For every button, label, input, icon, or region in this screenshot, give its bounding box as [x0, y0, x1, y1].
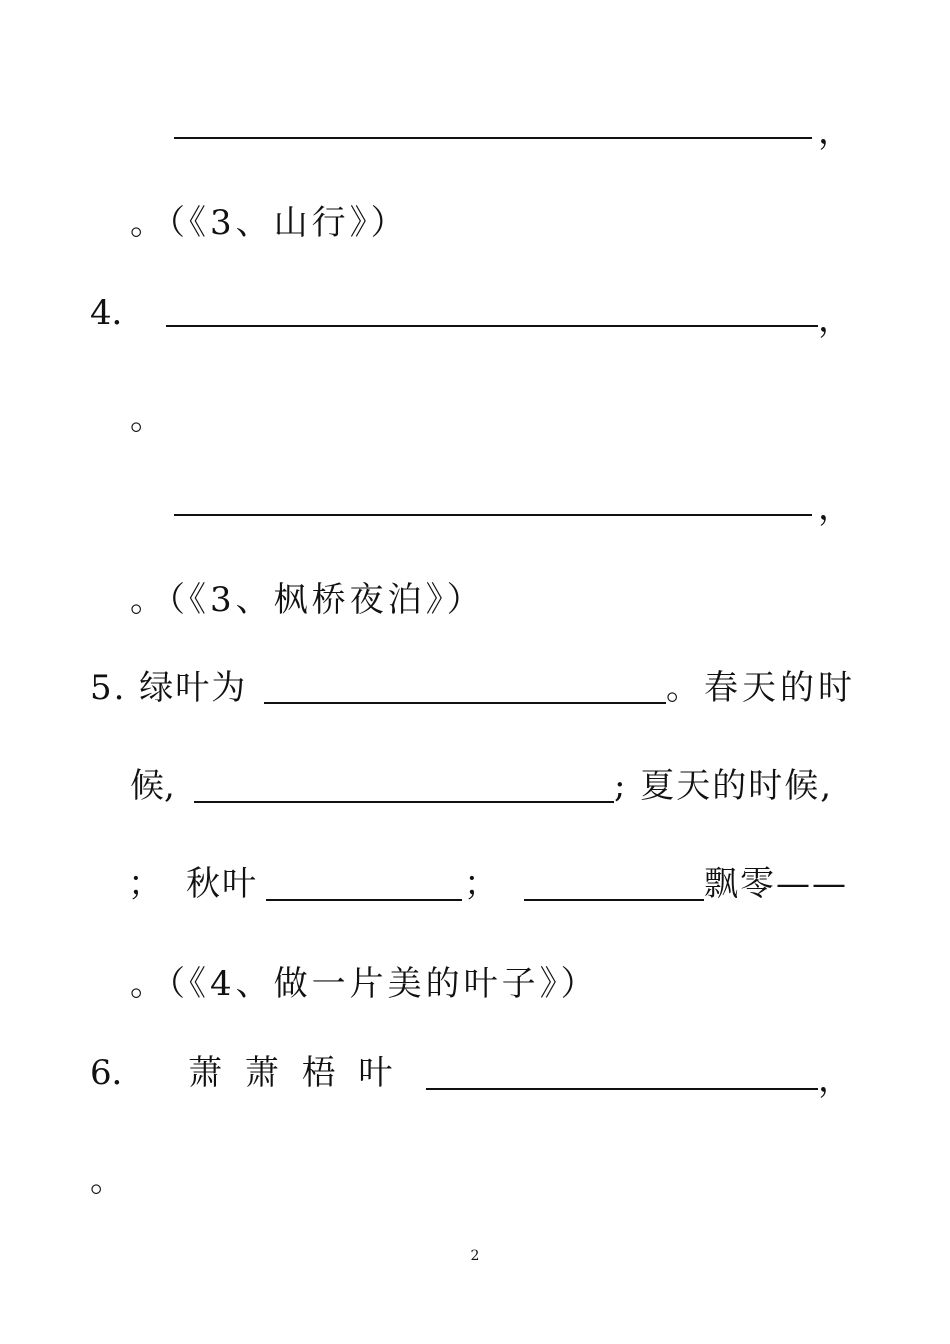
answer-blank[interactable] [174, 137, 812, 139]
answer-blank[interactable] [174, 514, 812, 516]
question-5-text: 候, [130, 766, 175, 806]
question-number: 4． [90, 293, 146, 333]
question-number: 6． [90, 1053, 146, 1093]
question-5-prefix: 5. 绿叶为 [90, 668, 248, 708]
page-number: 2 [470, 1248, 480, 1264]
question-5-text: 秋叶 [186, 864, 258, 904]
question-6-text: 萧 萧 梧 叶 [188, 1053, 399, 1093]
answer-blank[interactable] [264, 702, 666, 704]
punctuation-comma: ， [818, 1060, 852, 1100]
poem-source-line: 。（《3、枫桥夜泊》） [130, 580, 485, 620]
punctuation-semicolon: ； [464, 864, 498, 904]
punctuation-comma: ， [818, 300, 852, 340]
punctuation-comma: ， [818, 112, 852, 152]
answer-blank[interactable] [426, 1088, 818, 1090]
answer-blank[interactable] [166, 325, 818, 327]
punctuation-comma: ， [818, 488, 852, 528]
punctuation-period: 。 [130, 398, 164, 438]
poem-source-line: 。（《4、做一片美的叶子》） [130, 964, 599, 1004]
answer-blank[interactable] [266, 899, 462, 901]
question-5-text: ; 夏天的时候, [614, 766, 834, 806]
answer-blank[interactable] [524, 899, 704, 901]
question-5-suffix: 。春天的时 [666, 668, 856, 708]
punctuation-semicolon: ； [128, 864, 162, 904]
poem-source-line: 。（《3、山行》） [130, 203, 409, 243]
question-5-text: 飘零—— [704, 864, 848, 904]
punctuation-period: 。 [90, 1160, 124, 1200]
answer-blank[interactable] [194, 801, 614, 803]
